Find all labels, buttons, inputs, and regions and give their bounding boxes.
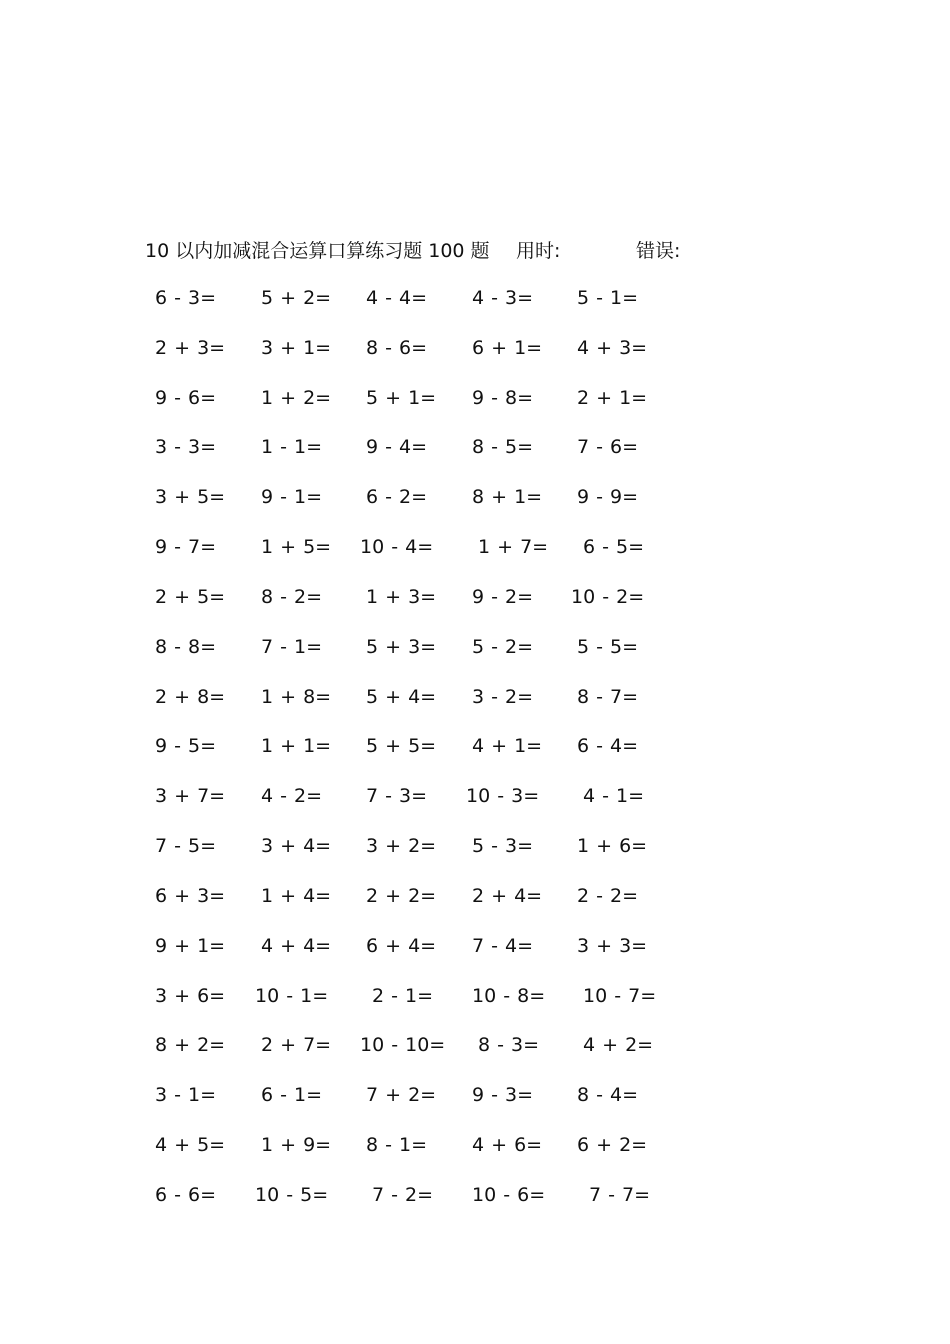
problem-cell: 1 + 2= [261, 386, 332, 409]
worksheet-header [0, 236, 950, 266]
problem-row [0, 532, 950, 582]
problem-cell: 7 - 4= [472, 934, 534, 957]
problem-cell: 10 - 1= [255, 984, 329, 1007]
problem-cell: 5 + 5= [366, 735, 437, 758]
problem-cell: 5 + 3= [366, 635, 437, 658]
problem-cell: 8 - 2= [261, 585, 323, 608]
problem-cell: 7 + 2= [366, 1084, 437, 1107]
problem-cell: 1 + 1= [261, 735, 332, 758]
time-used-label: 用时: [516, 240, 561, 262]
problem-cell: 4 - 1= [583, 785, 645, 808]
problem-row [0, 632, 950, 682]
problem-cell: 10 - 4= [360, 536, 434, 559]
problem-cell: 1 + 6= [577, 835, 648, 858]
problem-cell: 6 + 1= [472, 336, 543, 359]
problem-cell: 7 - 5= [155, 835, 217, 858]
problem-cell: 10 - 8= [472, 984, 546, 1007]
problem-cell: 5 - 2= [472, 635, 534, 658]
problem-cell: 9 - 3= [472, 1084, 534, 1107]
problem-cell: 7 - 2= [372, 1183, 434, 1206]
problem-row [0, 831, 950, 881]
problem-cell: 1 - 1= [261, 436, 323, 459]
problem-cell: 7 - 1= [261, 635, 323, 658]
problem-cell: 4 + 1= [472, 735, 543, 758]
problem-cell: 6 - 6= [155, 1183, 217, 1206]
problem-row [0, 731, 950, 781]
problem-cell: 6 + 2= [577, 1134, 648, 1157]
problem-cell: 1 + 9= [261, 1134, 332, 1157]
problem-cell: 10 - 7= [583, 984, 657, 1007]
problem-cell: 3 - 1= [155, 1084, 217, 1107]
problem-cell: 9 - 4= [366, 436, 428, 459]
problem-cell: 1 + 3= [366, 585, 437, 608]
problem-cell: 1 + 5= [261, 536, 332, 559]
problem-cell: 8 + 1= [472, 486, 543, 509]
problem-cell: 8 - 7= [577, 685, 639, 708]
problem-cell: 5 - 1= [577, 287, 639, 309]
problem-cell: 9 - 8= [472, 386, 534, 409]
problem-cell: 10 - 6= [472, 1183, 546, 1206]
problem-cell: 2 - 2= [577, 884, 639, 907]
problem-cell: 3 + 5= [155, 486, 226, 509]
problem-cell: 2 + 8= [155, 685, 226, 708]
problem-cell: 3 + 7= [155, 785, 226, 808]
problem-cell: 10 - 2= [571, 585, 645, 608]
problem-row [0, 931, 950, 981]
problem-row [0, 482, 950, 532]
problem-cell: 5 + 2= [261, 287, 332, 309]
problem-cell: 3 + 6= [155, 984, 226, 1007]
problem-cell: 8 - 8= [155, 635, 217, 658]
problem-cell: 3 + 1= [261, 336, 332, 359]
problem-cell: 1 + 7= [478, 536, 549, 559]
problem-cell: 6 - 2= [366, 486, 428, 509]
problem-cell: 2 + 1= [577, 386, 648, 409]
problem-cell: 4 + 2= [583, 1034, 654, 1057]
problem-cell: 9 - 9= [577, 486, 639, 509]
problem-cell: 2 + 7= [261, 1034, 332, 1057]
problem-cell: 7 - 3= [366, 785, 428, 808]
problem-cell: 2 + 2= [366, 884, 437, 907]
worksheet-title: 10 以内加减混合运算口算练习题 100 题 [145, 240, 490, 262]
problem-cell: 3 - 3= [155, 436, 217, 459]
problem-cell: 4 + 5= [155, 1134, 226, 1157]
problem-row [0, 333, 950, 383]
problem-cell: 2 - 1= [372, 984, 434, 1007]
problem-cell: 9 - 7= [155, 536, 217, 559]
problem-cell: 9 - 5= [155, 735, 217, 758]
problem-row [0, 682, 950, 732]
problem-cell: 4 + 6= [472, 1134, 543, 1157]
problem-cell: 8 - 5= [472, 436, 534, 459]
problem-cell: 5 + 4= [366, 685, 437, 708]
problem-cell: 8 - 1= [366, 1134, 428, 1157]
problem-cell: 2 + 3= [155, 336, 226, 359]
problem-cell: 4 - 4= [366, 287, 428, 309]
problem-cell: 10 - 10= [360, 1034, 446, 1057]
problem-cell: 5 - 3= [472, 835, 534, 858]
problem-cell: 6 - 1= [261, 1084, 323, 1107]
problem-row [0, 1180, 950, 1230]
problem-cell: 1 + 4= [261, 884, 332, 907]
problem-cell: 6 - 3= [155, 287, 217, 309]
problem-row [0, 383, 950, 433]
problem-cell: 2 + 4= [472, 884, 543, 907]
problem-cell: 8 + 2= [155, 1034, 226, 1057]
problem-cell: 6 - 5= [583, 536, 645, 559]
problem-cell: 4 - 2= [261, 785, 323, 808]
problem-cell: 4 + 4= [261, 934, 332, 957]
problem-cell: 6 + 4= [366, 934, 437, 957]
problem-row [0, 1130, 950, 1180]
problem-cell: 10 - 5= [255, 1183, 329, 1206]
problem-cell: 5 + 1= [366, 386, 437, 409]
problem-grid [0, 283, 950, 1230]
problem-row [0, 1080, 950, 1130]
problem-cell: 9 - 1= [261, 486, 323, 509]
problem-row [0, 582, 950, 632]
problem-row [0, 1030, 950, 1080]
problem-row [0, 432, 950, 482]
problem-cell: 9 - 2= [472, 585, 534, 608]
problem-cell: 9 + 1= [155, 934, 226, 957]
problem-row [0, 283, 950, 333]
problem-cell: 7 - 6= [577, 436, 639, 459]
problem-cell: 9 - 6= [155, 386, 217, 409]
problem-cell: 8 - 6= [366, 336, 428, 359]
error-count-label: 错误: [636, 240, 681, 262]
problem-cell: 4 + 3= [577, 336, 648, 359]
problem-cell: 8 - 3= [478, 1034, 540, 1057]
problem-row [0, 781, 950, 831]
problem-cell: 5 - 5= [577, 635, 639, 658]
problem-cell: 7 - 7= [589, 1183, 651, 1206]
problem-cell: 3 - 2= [472, 685, 534, 708]
problem-cell: 3 + 2= [366, 835, 437, 858]
problem-cell: 4 - 3= [472, 287, 534, 309]
problem-cell: 2 + 5= [155, 585, 226, 608]
problem-cell: 1 + 8= [261, 685, 332, 708]
problem-cell: 10 - 3= [466, 785, 540, 808]
problem-row [0, 881, 950, 931]
problem-cell: 6 + 3= [155, 884, 226, 907]
problem-cell: 3 + 4= [261, 835, 332, 858]
problem-row [0, 981, 950, 1031]
problem-cell: 8 - 4= [577, 1084, 639, 1107]
problem-cell: 6 - 4= [577, 735, 639, 758]
problem-cell: 3 + 3= [577, 934, 648, 957]
